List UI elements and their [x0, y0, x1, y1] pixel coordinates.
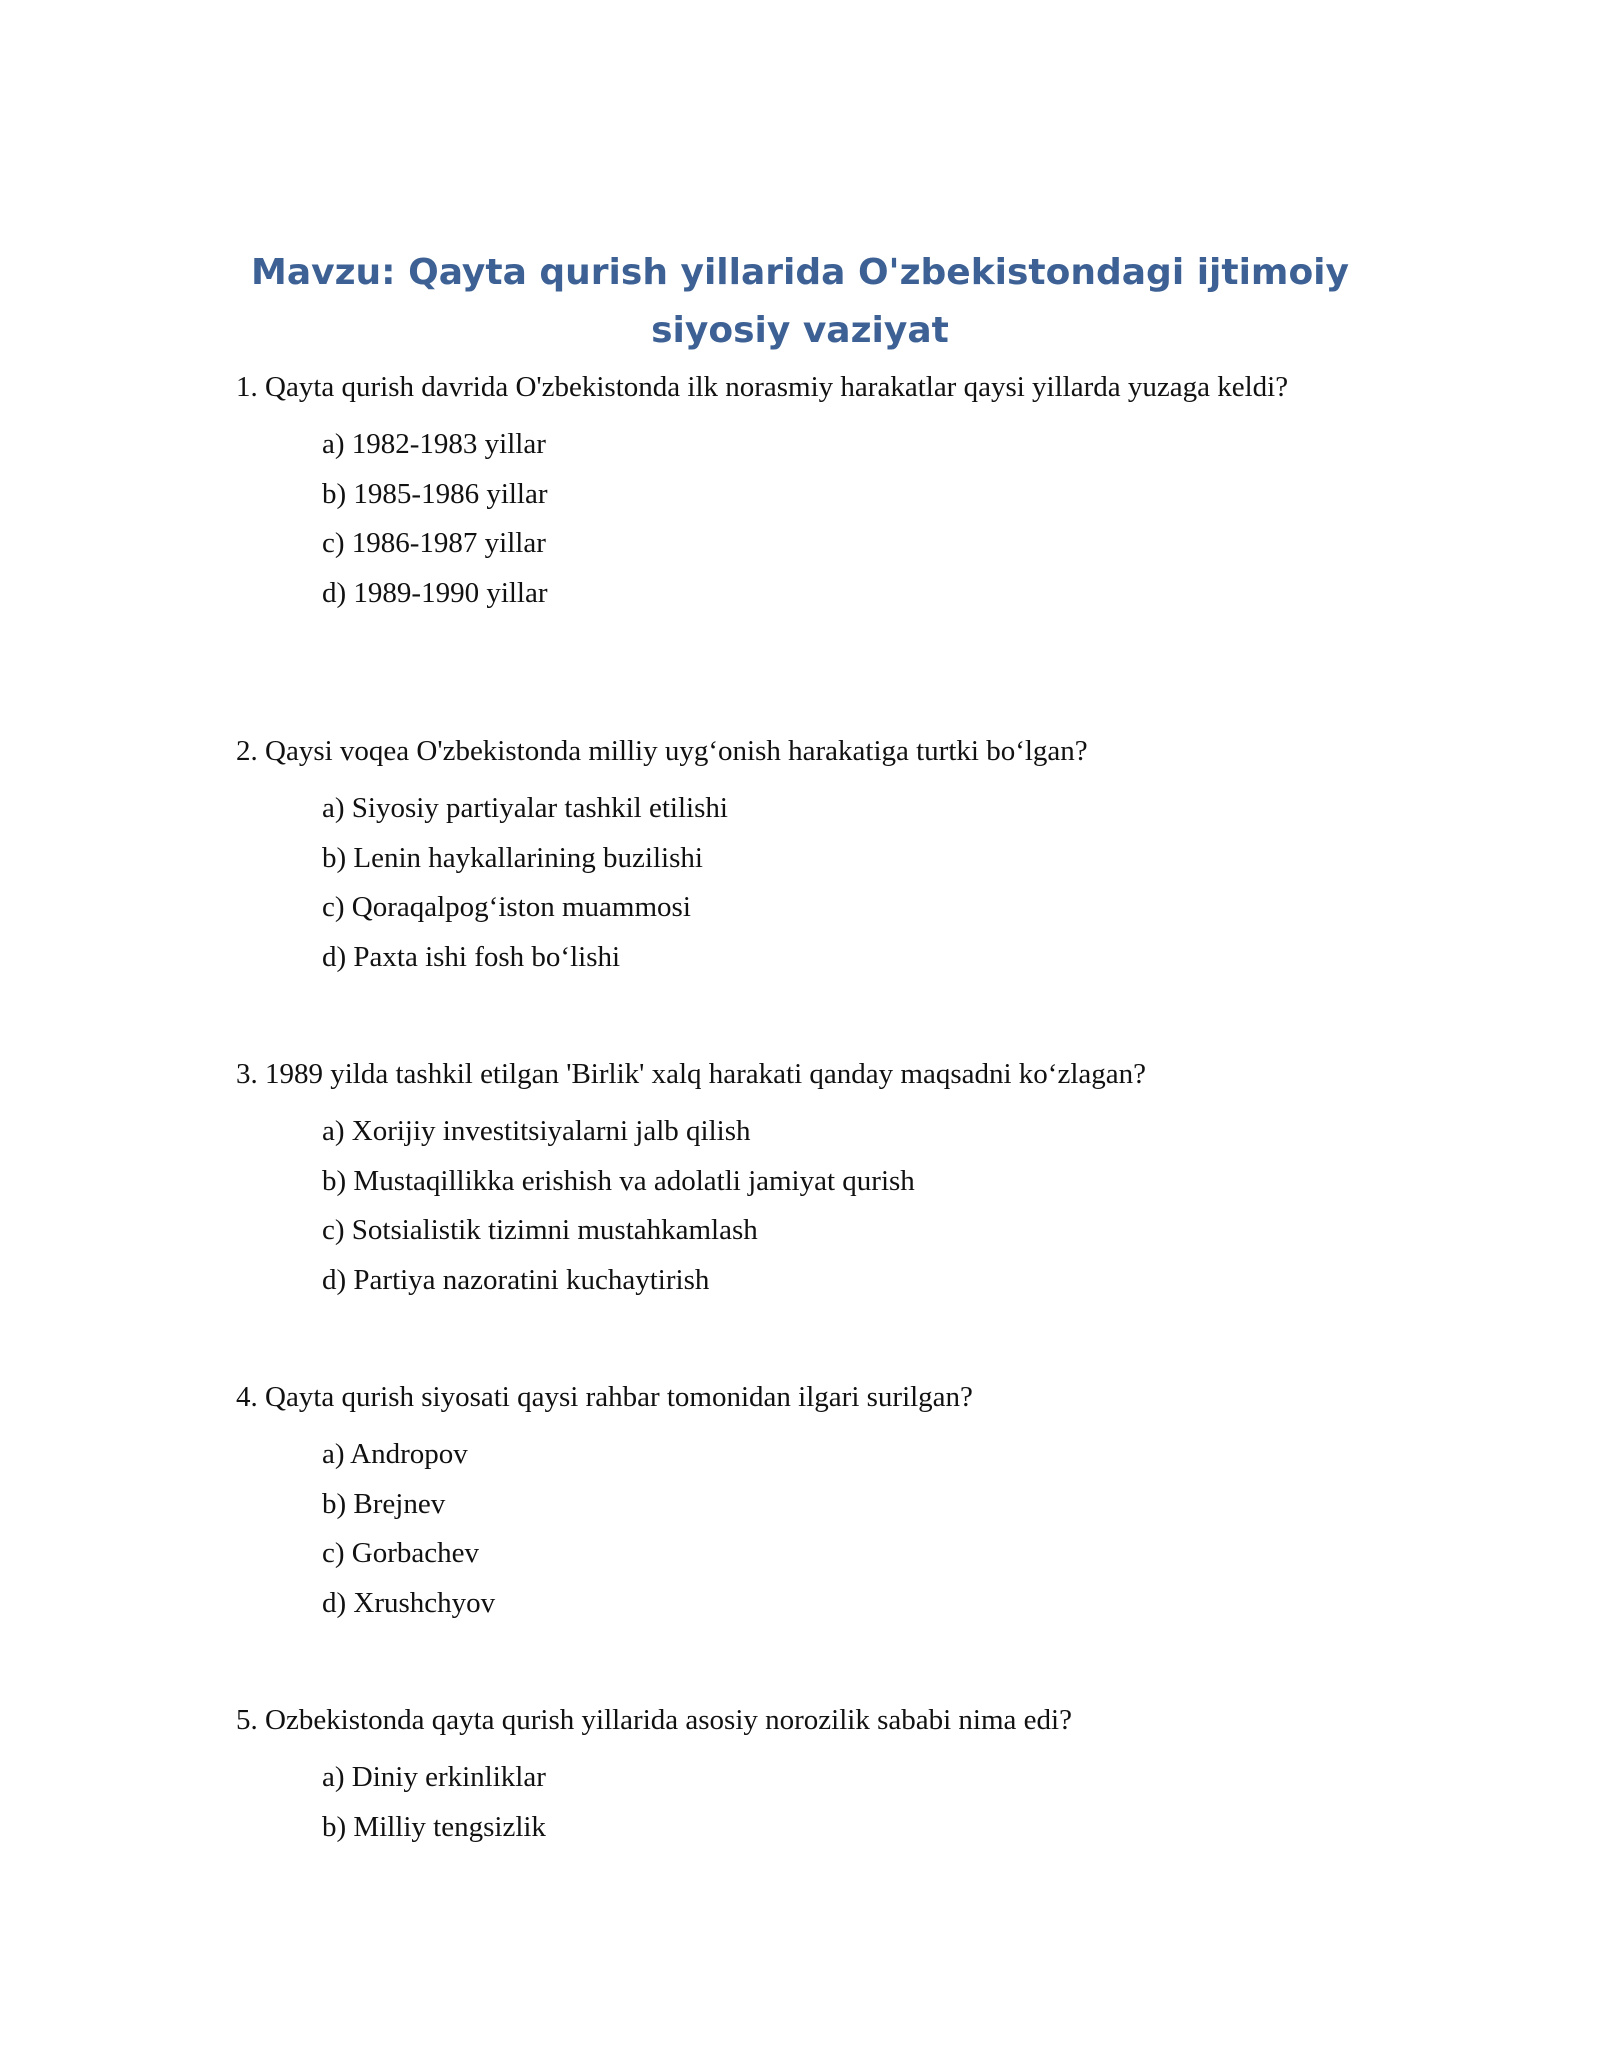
question-5	[236, 1700, 1366, 1852]
option-d: d) 1989-1990 yillar	[322, 576, 548, 609]
option-d: d) Xrushchyov	[322, 1586, 496, 1619]
option-a: a) Diniy erkinliklar	[322, 1761, 546, 1793]
question-text: 4. Qayta qurish siyosati qaysi rahbar tomonidan ilgari surilgan?	[236, 1381, 973, 1413]
document-title: Mavzu: Qayta qurish yillarida O'zbekistondagi ijtimoiy siyosiy vaziyat	[251, 252, 1349, 351]
option-d: d) Paxta ishi fosh bo‘lishi	[322, 940, 621, 973]
options-list	[322, 1107, 1366, 1305]
option-c: c) Qoraqalpog‘iston muammosi	[322, 891, 691, 923]
option-a: a) 1982-1983 yillar	[322, 428, 546, 460]
question-text: 2. Qaysi voqea O'zbekistonda milliy uyg‘onish harakatiga turtki bo‘lgan?	[236, 735, 1088, 767]
option-b: b) Lenin haykallarining buzilishi	[322, 841, 703, 874]
option-a: a) Siyosiy partiyalar tashkil etilishi	[322, 792, 728, 824]
question-4	[236, 1377, 1366, 1628]
options-list	[322, 1430, 1366, 1628]
option-a: a) Andropov	[322, 1438, 468, 1470]
question-1	[236, 367, 1366, 618]
option-c: c) 1986-1987 yillar	[322, 527, 546, 559]
option-b: b) Mustaqillikka erishish va adolatli jamiyat qurish	[322, 1164, 915, 1197]
question-text: 3. 1989 yilda tashkil etilgan 'Birlik' xalq harakati qanday maqsadni ko‘zlagan?	[236, 1058, 1147, 1090]
question-text: 1. Qayta qurish davrida O'zbekistonda ilk norasmiy harakatlar qaysi yillarda yuzaga keldi?	[236, 371, 1289, 403]
option-b: b) 1985-1986 yillar	[322, 477, 548, 510]
question-2	[236, 731, 1366, 982]
question-text: 5. Ozbekistonda qayta qurish yillarida asosiy norozilik sababi nima edi?	[236, 1704, 1072, 1736]
question-3	[236, 1054, 1366, 1305]
option-b: b) Milliy tengsizlik	[322, 1810, 546, 1843]
option-c: c) Sotsialistik tizimni mustahkamlash	[322, 1214, 758, 1246]
options-list	[322, 1753, 1366, 1852]
option-c: c) Gorbachev	[322, 1537, 479, 1569]
option-d: d) Partiya nazoratini kuchaytirish	[322, 1263, 710, 1296]
option-a: a) Xorijiy investitsiyalarni jalb qilish	[322, 1115, 751, 1147]
option-b: b) Brejnev	[322, 1487, 446, 1520]
options-list	[322, 420, 1366, 618]
options-list	[322, 784, 1366, 982]
